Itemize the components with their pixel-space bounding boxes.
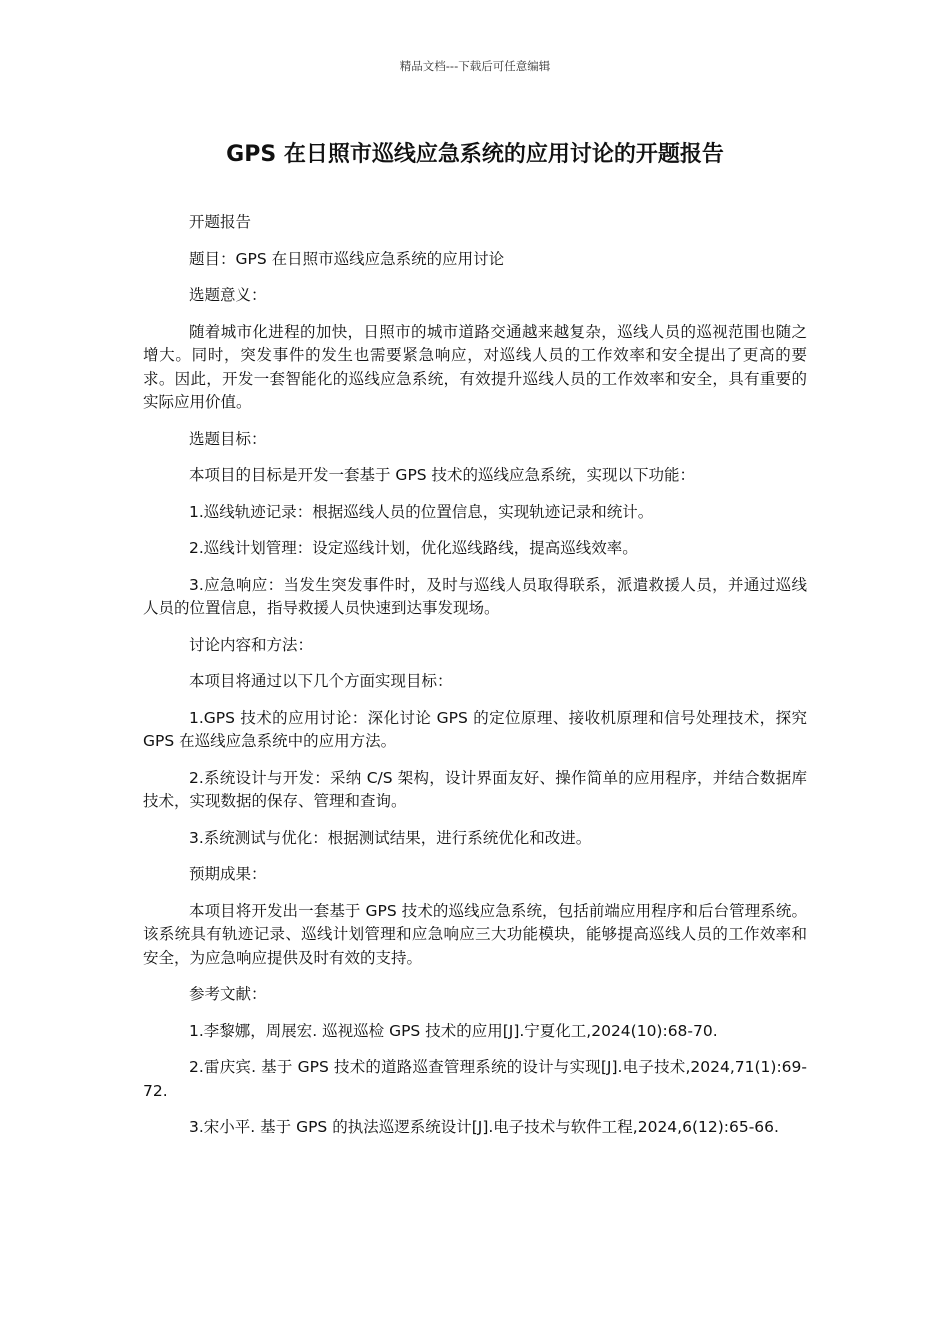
- list-item-objective-3: 3.应急响应：当发生突发事件时，及时与巡线人员取得联系，派遣救援人员，并通过巡线人员的位置信息，指导救援人员快速到达事发现场。: [143, 575, 807, 617]
- paragraph-significance: 随着城市化进程的加快，日照市的城市道路交通越来越复杂，巡线人员的巡视范围也随之增大。同时，突发事件的发生也需要紧急响应，对巡线人员的工作效率和安全提出了更高的要求。因此，开发一套智能化的巡线应急系统，有效提升巡线人员的工作效率和安全，具有重要的实际应用价值。: [143, 322, 807, 411]
- list-item-objective-1: 1.巡线轨迹记录：根据巡线人员的位置信息，实现轨迹记录和统计。: [189, 502, 654, 521]
- list-item-method-1: 1.GPS 技术的应用讨论：深化讨论 GPS 的定位原理、接收机原理和信号处理技术，探究 GPS 在巡线应急系统中的应用方法。: [143, 708, 807, 750]
- header-note: 精品文档---下载后可任意编辑: [399, 59, 551, 73]
- list-item-method-2: 2.系统设计与开发：采纳 C/S 架构，设计界面友好、操作简单的应用程序，并结合数据库技术，实现数据的保存、管理和查询。: [143, 768, 807, 810]
- paragraph-outcomes: 本项目将开发出一套基于 GPS 技术的巡线应急系统，包括前端应用程序和后台管理系统。该系统具有轨迹记录、巡线计划管理和应急响应三大功能模块，能够提高巡线人员的工作效率和安全，为应急响应提供及时有效的支持。: [143, 901, 807, 967]
- document-title: GPS 在日照市巡线应急系统的应用讨论的开题报告: [226, 142, 724, 167]
- document-body: [143, 211, 807, 1153]
- reference-item-2: 2.雷庆宾. 基于 GPS 技术的道路巡查管理系统的设计与实现[J].电子技术,2024,71(1):69-72.: [143, 1058, 807, 1100]
- reference-item-1: 1.李黎娜，周展宏. 巡视巡检 GPS 技术的应用[J].宁夏化工,2024(10):68-70.: [189, 1021, 718, 1040]
- heading-methods: 讨论内容和方法：: [189, 635, 314, 654]
- list-item-method-3: 3.系统测试与优化：根据测试结果，进行系统优化和改进。: [189, 828, 592, 847]
- heading-references: 参考文献：: [189, 985, 267, 1003]
- paragraph-objectives-intro: 本项目的目标是开发一套基于 GPS 技术的巡线应急系统，实现以下功能：: [189, 466, 696, 484]
- reference-item-3: 3.宋小平. 基于 GPS 的执法巡逻系统设计[J].电子技术与软件工程,2024,6(12):65-66.: [189, 1118, 779, 1136]
- heading-outcomes: 预期成果：: [189, 865, 267, 883]
- paragraph-topic: 题目：GPS 在日照市巡线应急系统的应用讨论: [189, 249, 505, 268]
- paragraph-report-label: 开题报告: [189, 213, 252, 231]
- heading-objectives: 选题目标：: [189, 429, 267, 448]
- heading-significance: 选题意义：: [189, 286, 267, 304]
- list-item-objective-2: 2.巡线计划管理：设定巡线计划，优化巡线路线，提高巡线效率。: [189, 539, 638, 557]
- paragraph-methods-intro: 本项目将通过以下几个方面实现目标：: [189, 672, 453, 690]
